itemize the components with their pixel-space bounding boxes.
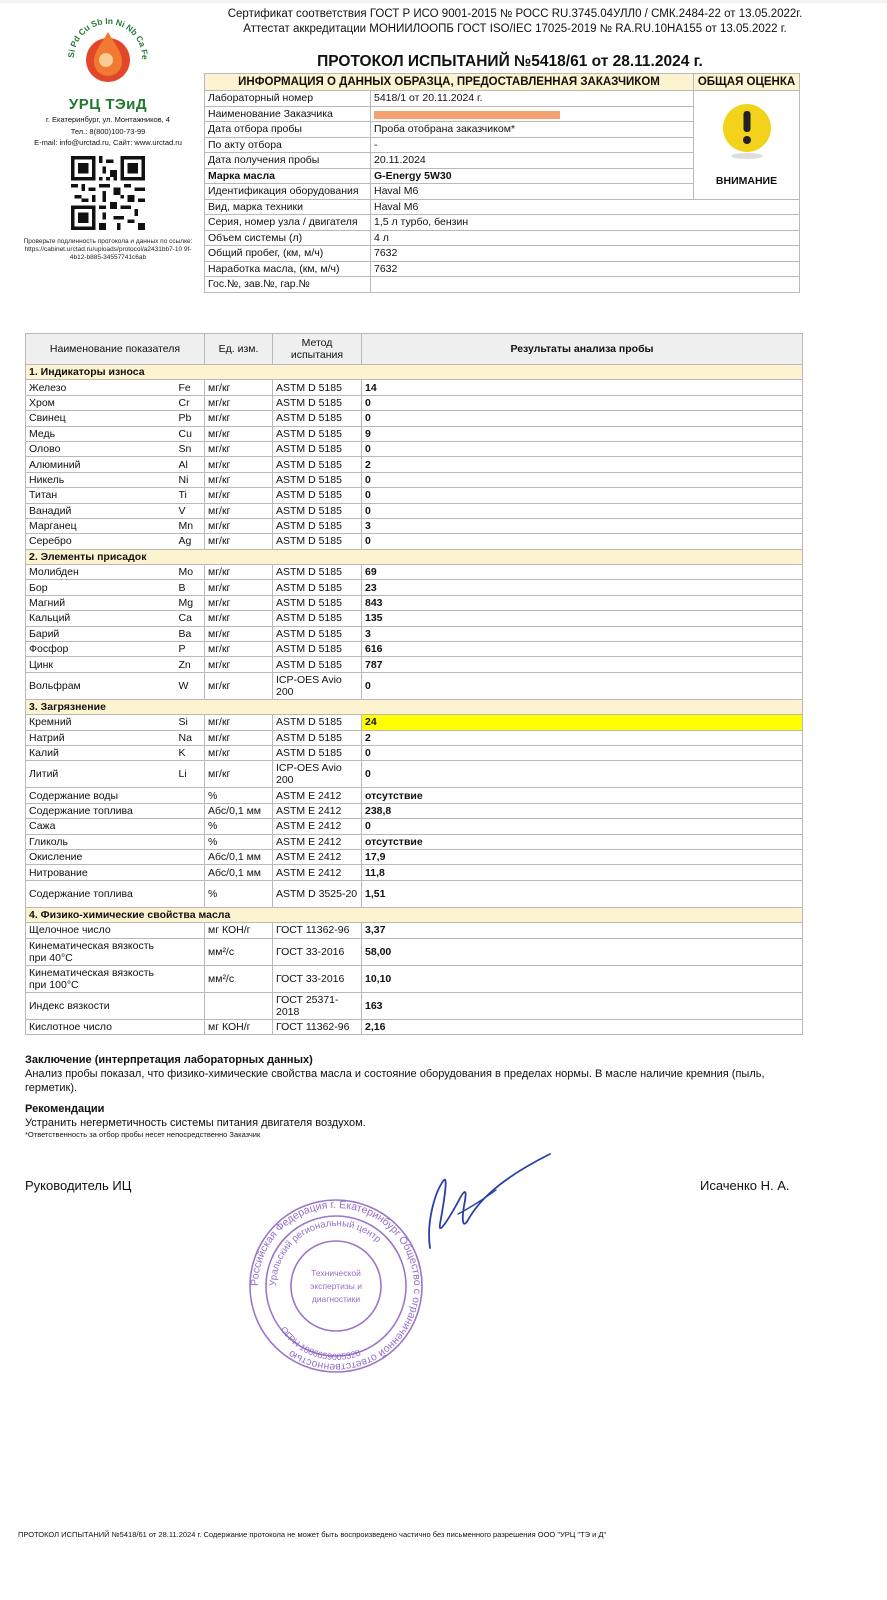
test-method: ASTM E 2412 bbox=[273, 803, 362, 818]
table-row bbox=[26, 611, 803, 626]
result-value: 787 bbox=[362, 657, 803, 672]
unit: мг/кг bbox=[205, 380, 273, 395]
parameter-name: Олово bbox=[26, 441, 176, 456]
parameter-name: Серебро bbox=[26, 534, 176, 549]
parameter-name: Сажа bbox=[26, 819, 176, 834]
unit: мг/кг bbox=[205, 441, 273, 456]
result-value: 9 bbox=[362, 426, 803, 441]
parameter-name: Содержание воды bbox=[26, 788, 176, 803]
parameter-name: Кинематическая вязкость при 100°С bbox=[26, 965, 176, 992]
conclusion-heading: Заключение (интерпретация лабораторных данных) bbox=[25, 1054, 313, 1066]
test-method: ГОСТ 33-2016 bbox=[273, 965, 362, 992]
element-symbol bbox=[176, 938, 205, 965]
table-row bbox=[26, 518, 803, 533]
info-row bbox=[205, 277, 800, 293]
test-method: ASTM E 2412 bbox=[273, 865, 362, 880]
test-method: ASTM D 5185 bbox=[273, 730, 362, 745]
table-row bbox=[26, 503, 803, 518]
parameter-name: Марганец bbox=[26, 518, 176, 533]
element-symbol: Na bbox=[176, 730, 205, 745]
col-header-name: Наименование показателя bbox=[26, 334, 205, 365]
unit: мм²/с bbox=[205, 938, 273, 965]
test-method: ASTM E 2412 bbox=[273, 819, 362, 834]
recommendations-text: Устранить негерметичность системы питания двигателя воздухом. bbox=[25, 1117, 366, 1129]
unit: % bbox=[205, 819, 273, 834]
result-value: 11,8 bbox=[362, 865, 803, 880]
table-row bbox=[26, 1019, 803, 1034]
parameter-name: Магний bbox=[26, 595, 176, 610]
info-label: Марка масла bbox=[205, 168, 371, 184]
unit: мг КОН/г bbox=[205, 1019, 273, 1034]
section-title: 4. Физико-химические свойства масла bbox=[26, 907, 803, 922]
unit: мг/кг bbox=[205, 580, 273, 595]
test-method: ASTM D 5185 bbox=[273, 657, 362, 672]
parameter-name: Кальций bbox=[26, 611, 176, 626]
info-row bbox=[205, 261, 800, 277]
info-label: Наименование Заказчика bbox=[205, 106, 371, 122]
info-value: 5418/1 от 20.11.2024 г. bbox=[371, 91, 694, 107]
element-symbol bbox=[176, 865, 205, 880]
table-row bbox=[26, 642, 803, 657]
info-label: Идентификация оборудования bbox=[205, 184, 371, 200]
test-method: ГОСТ 11362-96 bbox=[273, 923, 362, 938]
parameter-name: Титан bbox=[26, 488, 176, 503]
test-method: ASTM D 5185 bbox=[273, 395, 362, 410]
assessment-cell bbox=[694, 91, 800, 200]
info-value: 7632 bbox=[371, 246, 800, 262]
protocol-title: ПРОТОКОЛ ИСПЫТАНИЙ №5418/61 от 28.11.2024 г. bbox=[317, 53, 703, 70]
parameter-name: Гликоль bbox=[26, 834, 176, 849]
info-value bbox=[371, 106, 694, 122]
info-row bbox=[205, 91, 800, 107]
info-value: 7632 bbox=[371, 261, 800, 277]
section-title: 1. Индикаторы износа bbox=[26, 365, 803, 380]
element-symbol: Cu bbox=[176, 426, 205, 441]
test-method: ASTM D 5185 bbox=[273, 472, 362, 487]
lab-logo bbox=[60, 10, 156, 96]
stamp-center-2: экспертизы и bbox=[309, 1281, 363, 1291]
result-value: 2,16 bbox=[362, 1019, 803, 1034]
test-method: ГОСТ 25371-2018 bbox=[273, 992, 362, 1019]
col-header-unit: Ед. изм. bbox=[205, 334, 273, 365]
recommendations-heading: Рекомендации bbox=[25, 1103, 105, 1115]
info-label: Наработка масла, (км, м/ч) bbox=[205, 261, 371, 277]
table-row bbox=[26, 657, 803, 672]
info-label: Дата получения пробы bbox=[205, 153, 371, 169]
element-symbol: Mg bbox=[176, 595, 205, 610]
element-symbol bbox=[176, 849, 205, 864]
responsibility-note: *Ответственность за отбор пробы несет непосредственно Заказчик bbox=[25, 1130, 261, 1139]
test-method: ASTM D 5185 bbox=[273, 426, 362, 441]
table-row bbox=[26, 595, 803, 610]
table-row bbox=[26, 626, 803, 641]
parameter-name: Ванадий bbox=[26, 503, 176, 518]
unit: мг/кг bbox=[205, 457, 273, 472]
table-row bbox=[26, 788, 803, 803]
test-method: ASTM D 5185 bbox=[273, 745, 362, 760]
info-value: 4 л bbox=[371, 230, 800, 246]
handwritten-signature bbox=[418, 1150, 558, 1260]
test-method: ASTM D 5185 bbox=[273, 715, 362, 730]
unit: мг/кг bbox=[205, 411, 273, 426]
lab-address: г. Екатеринбург, ул. Монтажников, 4 bbox=[46, 115, 170, 124]
element-symbol: Ti bbox=[176, 488, 205, 503]
unit: мг/кг bbox=[205, 745, 273, 760]
table-row bbox=[26, 965, 803, 992]
test-method: ASTM D 3525-20 bbox=[273, 880, 362, 907]
parameter-name: Калий bbox=[26, 745, 176, 760]
parameter-name: Фосфор bbox=[26, 642, 176, 657]
unit: мг/кг bbox=[205, 503, 273, 518]
unit: Абс/0,1 мм bbox=[205, 803, 273, 818]
parameter-name: Хром bbox=[26, 395, 176, 410]
test-method: ASTM E 2412 bbox=[273, 788, 362, 803]
result-value: 238,8 bbox=[362, 803, 803, 818]
result-value: 58,00 bbox=[362, 938, 803, 965]
test-method: ASTM E 2412 bbox=[273, 834, 362, 849]
warning-icon bbox=[720, 98, 774, 162]
info-label: Общий пробег, (км, м/ч) bbox=[205, 246, 371, 262]
test-method: ICP-OES Avio 200 bbox=[273, 761, 362, 788]
result-value: 0 bbox=[362, 472, 803, 487]
unit bbox=[205, 992, 273, 1019]
info-row bbox=[205, 246, 800, 262]
info-value bbox=[371, 277, 800, 293]
footer-disclaimer: ПРОТОКОЛ ИСПЫТАНИЙ №5418/61 от 28.11.2024 г. Содержание протокола не может быть воспроизведено частично без письменного разрешения ООО "УРЦ "ТЭ и Д" bbox=[18, 1530, 607, 1539]
table-row bbox=[26, 761, 803, 788]
result-value: 135 bbox=[362, 611, 803, 626]
element-symbol bbox=[176, 834, 205, 849]
result-value: 2 bbox=[362, 730, 803, 745]
result-value: 0 bbox=[362, 488, 803, 503]
parameter-name: Содержание топлива bbox=[26, 803, 176, 818]
stamp-outer-text: Российская Федерация г. Екатеринбург Общество с ограниченной ответственностью bbox=[248, 1198, 424, 1374]
test-method: ASTM D 5185 bbox=[273, 580, 362, 595]
certificate-line-2: Аттестат аккредитации МОНИИЛООПБ ГОСТ ISO/IEC 17025-2019 № RA.RU.10НА155 от 13.05.2022 г. bbox=[243, 23, 787, 35]
test-method: ASTM D 5185 bbox=[273, 642, 362, 657]
result-value: 10,10 bbox=[362, 965, 803, 992]
test-method: ГОСТ 33-2016 bbox=[273, 938, 362, 965]
parameter-name: Кинематическая вязкость при 40°С bbox=[26, 938, 176, 965]
qr-code[interactable] bbox=[71, 156, 145, 230]
table-row bbox=[26, 565, 803, 580]
element-symbol: P bbox=[176, 642, 205, 657]
test-method: ASTM D 5185 bbox=[273, 611, 362, 626]
element-symbol: Ag bbox=[176, 534, 205, 549]
result-value: 0 bbox=[362, 395, 803, 410]
unit: мг/кг bbox=[205, 715, 273, 730]
element-symbol: B bbox=[176, 580, 205, 595]
table-row bbox=[26, 730, 803, 745]
table-row bbox=[26, 992, 803, 1019]
info-label: Вид, марка техники bbox=[205, 199, 371, 215]
section-title: 2. Элементы присадок bbox=[26, 549, 803, 564]
lab-name: УРЦ ТЭиД bbox=[68, 96, 148, 113]
result-value: 0 bbox=[362, 411, 803, 426]
parameter-name: Цинк bbox=[26, 657, 176, 672]
certificate-header bbox=[200, 7, 830, 37]
parameter-name: Щелочное число bbox=[26, 923, 176, 938]
table-row bbox=[26, 834, 803, 849]
test-method: ASTM D 5185 bbox=[273, 457, 362, 472]
qr-verification-note: Проверьте подлинность протокола и данных по ссылке: https://cabinet.urctad.ru/uploads/protocol/a2431bb7-10 9f-4b12-b885-34557741c6ab bbox=[23, 237, 193, 261]
element-symbol: Pb bbox=[176, 411, 205, 426]
redacted-customer-name bbox=[374, 111, 560, 119]
element-symbol: Fe bbox=[176, 380, 205, 395]
parameter-name: Медь bbox=[26, 426, 176, 441]
info-value: 1,5 л турбо, бензин bbox=[371, 215, 800, 231]
results-table bbox=[25, 333, 803, 1035]
element-symbol bbox=[176, 965, 205, 992]
sample-info-table bbox=[204, 73, 800, 293]
test-method: ГОСТ 11362-96 bbox=[273, 1019, 362, 1034]
test-method: ASTM E 2412 bbox=[273, 849, 362, 864]
element-symbol: Ca bbox=[176, 611, 205, 626]
parameter-name: Алюминий bbox=[26, 457, 176, 472]
element-symbol: Mn bbox=[176, 518, 205, 533]
result-value: 24 bbox=[362, 715, 803, 730]
sample-info-heading: ИНФОРМАЦИЯ О ДАННЫХ ОБРАЗЦА, ПРЕДОСТАВЛЕННАЯ ЗАКАЗЧИКОМ bbox=[205, 74, 694, 91]
element-symbol bbox=[176, 992, 205, 1019]
element-symbol: K bbox=[176, 745, 205, 760]
table-row bbox=[26, 472, 803, 487]
info-value: Haval M6 bbox=[371, 184, 694, 200]
result-value: 0 bbox=[362, 819, 803, 834]
element-symbol bbox=[176, 923, 205, 938]
test-method: ASTM D 5185 bbox=[273, 503, 362, 518]
table-row bbox=[26, 819, 803, 834]
info-label: Дата отбора пробы bbox=[205, 122, 371, 138]
element-symbol: Li bbox=[176, 761, 205, 788]
stamp-inner-text: Уральский региональный центр bbox=[267, 1217, 384, 1287]
info-value: 20.11.2024 bbox=[371, 153, 694, 169]
parameter-name: Бор bbox=[26, 580, 176, 595]
element-symbol: Ba bbox=[176, 626, 205, 641]
test-method: ASTM D 5185 bbox=[273, 565, 362, 580]
certificate-line-1: Сертификат соответствия ГОСТ Р ИСО 9001-2015 № РОСС RU.3745.04УЛЛ0 / СМК.2484-22 от 13.05.2022г. bbox=[227, 8, 803, 20]
info-value: - bbox=[371, 137, 694, 153]
info-label: По акту отбора bbox=[205, 137, 371, 153]
result-value: 3,37 bbox=[362, 923, 803, 938]
col-header-result: Результаты анализа пробы bbox=[362, 334, 803, 365]
unit: мг КОН/г bbox=[205, 923, 273, 938]
result-value: 0 bbox=[362, 503, 803, 518]
element-symbol bbox=[176, 1019, 205, 1034]
test-method: ASTM D 5185 bbox=[273, 626, 362, 641]
table-row bbox=[26, 457, 803, 472]
parameter-name: Никель bbox=[26, 472, 176, 487]
parameter-name: Нитрование bbox=[26, 865, 176, 880]
test-method: ASTM D 5185 bbox=[273, 488, 362, 503]
parameter-name: Кремний bbox=[26, 715, 176, 730]
info-label: Лабораторный номер bbox=[205, 91, 371, 107]
table-row bbox=[26, 672, 803, 699]
unit: мм²/с bbox=[205, 965, 273, 992]
element-symbol bbox=[176, 788, 205, 803]
table-row bbox=[26, 745, 803, 760]
table-row bbox=[26, 395, 803, 410]
parameter-name: Натрий bbox=[26, 730, 176, 745]
unit: мг/кг bbox=[205, 626, 273, 641]
table-row bbox=[26, 411, 803, 426]
table-row bbox=[26, 441, 803, 456]
unit: % bbox=[205, 788, 273, 803]
result-value: 0 bbox=[362, 441, 803, 456]
col-header-method: Метод испытания bbox=[273, 334, 362, 365]
assessment-heading: ОБЩАЯ ОЦЕНКА bbox=[694, 74, 800, 91]
logo-ring-text: Si Pd Cu Sb In Ni Nb Ca Fe bbox=[65, 15, 151, 60]
result-value: 163 bbox=[362, 992, 803, 1019]
table-row bbox=[26, 380, 803, 395]
table-row bbox=[26, 880, 803, 907]
parameter-name: Молибден bbox=[26, 565, 176, 580]
result-value: 3 bbox=[362, 518, 803, 533]
unit: мг/кг bbox=[205, 488, 273, 503]
test-method: ICP-OES Avio 200 bbox=[273, 672, 362, 699]
unit: Абс/0,1 мм bbox=[205, 849, 273, 864]
unit: мг/кг bbox=[205, 642, 273, 657]
table-row bbox=[26, 426, 803, 441]
element-symbol: Zn bbox=[176, 657, 205, 672]
result-value: 3 bbox=[362, 626, 803, 641]
element-symbol bbox=[176, 803, 205, 818]
stamp-ogrn: ОГРН 1086659005328 bbox=[278, 1324, 362, 1363]
info-row bbox=[205, 215, 800, 231]
signer-role: Руководитель ИЦ bbox=[25, 1178, 132, 1193]
test-method: ASTM D 5185 bbox=[273, 534, 362, 549]
parameter-name: Свинец bbox=[26, 411, 176, 426]
unit: % bbox=[205, 880, 273, 907]
parameter-name: Кислотное число bbox=[26, 1019, 176, 1034]
result-value: 843 bbox=[362, 595, 803, 610]
result-value: 0 bbox=[362, 672, 803, 699]
parameter-name: Вольфрам bbox=[26, 672, 176, 699]
test-method: ASTM D 5185 bbox=[273, 441, 362, 456]
signer-name: Исаченко Н. А. bbox=[700, 1178, 790, 1193]
section-row bbox=[26, 699, 803, 714]
parameter-name: Индекс вязкости bbox=[26, 992, 176, 1019]
unit: мг/кг bbox=[205, 657, 273, 672]
unit: мг/кг bbox=[205, 672, 273, 699]
result-value: 23 bbox=[362, 580, 803, 595]
warning-icon-wrap bbox=[697, 98, 796, 165]
recommendations-block bbox=[25, 1102, 805, 1140]
unit: % bbox=[205, 834, 273, 849]
result-value: отсутствие bbox=[362, 834, 803, 849]
company-stamp bbox=[248, 1198, 424, 1374]
test-method: ASTM D 5185 bbox=[273, 411, 362, 426]
info-label: Гос.№, зав.№, гар.№ bbox=[205, 277, 371, 293]
table-row bbox=[26, 488, 803, 503]
parameter-name: Окисление bbox=[26, 849, 176, 864]
parameter-name: Литий bbox=[26, 761, 176, 788]
parameter-name: Барий bbox=[26, 626, 176, 641]
result-value: отсутствие bbox=[362, 788, 803, 803]
section-title: 3. Загрязнение bbox=[26, 699, 803, 714]
unit: мг/кг bbox=[205, 611, 273, 626]
top-edge bbox=[0, 0, 887, 3]
table-row bbox=[26, 849, 803, 864]
lab-phone: Тел.: 8(800)100-73-99 bbox=[70, 126, 146, 136]
table-row bbox=[26, 865, 803, 880]
result-value: 69 bbox=[362, 565, 803, 580]
test-method: ASTM D 5185 bbox=[273, 595, 362, 610]
info-value: Проба отобрана заказчиком* bbox=[371, 122, 694, 138]
test-method: ASTM D 5185 bbox=[273, 380, 362, 395]
assessment-value: ВНИМАНИЕ bbox=[715, 175, 778, 187]
qr-code-icon bbox=[71, 156, 145, 230]
conclusion-text: Анализ пробы показал, что физико-химические свойства масла и состояние оборудования в пределах нормы. В масле наличие кремния (пыль, герметик). bbox=[25, 1068, 765, 1094]
result-value: 0 bbox=[362, 534, 803, 549]
element-symbol: Sn bbox=[176, 441, 205, 456]
section-row bbox=[26, 907, 803, 922]
info-label: Объем системы (л) bbox=[205, 230, 371, 246]
table-row bbox=[26, 938, 803, 965]
test-method: ASTM D 5185 bbox=[273, 518, 362, 533]
info-row bbox=[205, 230, 800, 246]
unit: мг/кг bbox=[205, 595, 273, 610]
result-value: 2 bbox=[362, 457, 803, 472]
conclusion-block bbox=[25, 1053, 805, 1095]
element-symbol: Ni bbox=[176, 472, 205, 487]
element-symbol: Cr bbox=[176, 395, 205, 410]
table-row bbox=[26, 715, 803, 730]
unit: мг/кг bbox=[205, 534, 273, 549]
unit: мг/кг bbox=[205, 730, 273, 745]
stamp-center-1: Технической bbox=[311, 1268, 361, 1278]
table-row bbox=[26, 803, 803, 818]
oil-drop-logo-icon bbox=[60, 10, 156, 96]
lab-logo-block bbox=[18, 10, 198, 262]
result-value: 616 bbox=[362, 642, 803, 657]
element-symbol bbox=[176, 880, 205, 907]
unit: мг/кг bbox=[205, 472, 273, 487]
table-row bbox=[26, 580, 803, 595]
table-row bbox=[26, 923, 803, 938]
unit: мг/кг bbox=[205, 426, 273, 441]
parameter-name: Железо bbox=[26, 380, 176, 395]
result-value: 14 bbox=[362, 380, 803, 395]
unit: мг/кг bbox=[205, 565, 273, 580]
result-value: 0 bbox=[362, 761, 803, 788]
info-label: Серия, номер узла / двигателя bbox=[205, 215, 371, 231]
unit: мг/кг bbox=[205, 395, 273, 410]
stamp-center-3: диагностики bbox=[311, 1294, 361, 1304]
info-value: G-Energy 5W30 bbox=[371, 168, 694, 184]
info-value: Haval M6 bbox=[371, 199, 800, 215]
table-row bbox=[26, 534, 803, 549]
section-row bbox=[26, 365, 803, 380]
lab-contacts: E-mail: info@urctad.ru, Сайт: www.urctad.ru bbox=[34, 138, 182, 147]
result-value: 17,9 bbox=[362, 849, 803, 864]
unit: мг/кг bbox=[205, 518, 273, 533]
parameter-name: Содержание топлива bbox=[26, 880, 176, 907]
element-symbol: W bbox=[176, 672, 205, 699]
element-symbol: Si bbox=[176, 715, 205, 730]
result-value: 1,51 bbox=[362, 880, 803, 907]
element-symbol: Al bbox=[176, 457, 205, 472]
element-symbol: V bbox=[176, 503, 205, 518]
section-row bbox=[26, 549, 803, 564]
element-symbol bbox=[176, 819, 205, 834]
unit: мг/кг bbox=[205, 761, 273, 788]
element-symbol: Mo bbox=[176, 565, 205, 580]
unit: Абс/0,1 мм bbox=[205, 865, 273, 880]
info-row bbox=[205, 199, 800, 215]
result-value: 0 bbox=[362, 745, 803, 760]
